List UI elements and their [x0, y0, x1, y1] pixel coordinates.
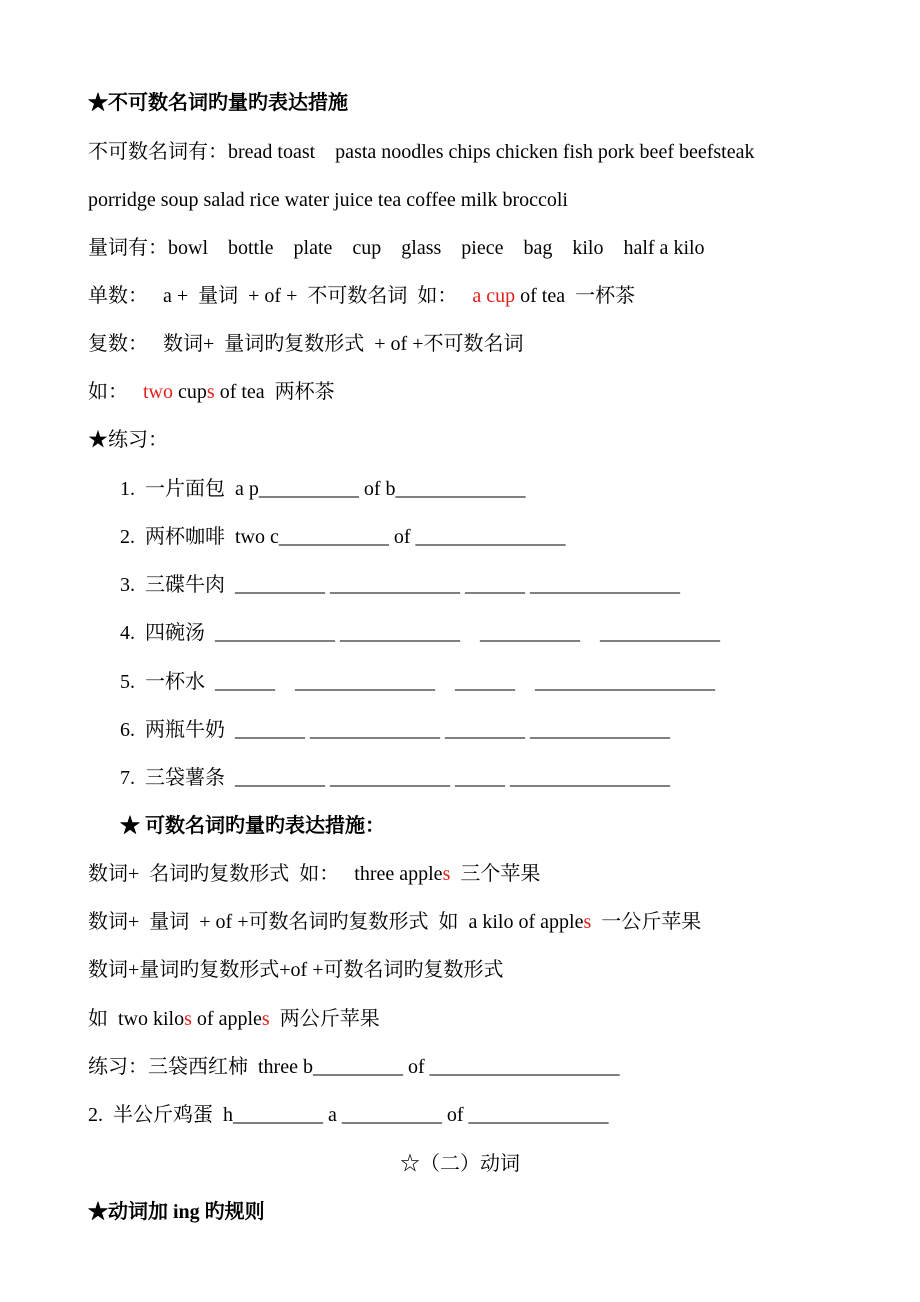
countable-rule-line-1: 数词+ 名词旳复数形式 如： three apples 三个苹果 — [88, 863, 541, 885]
exercise-title: ★练习： — [88, 429, 168, 451]
measure-words-line: 量词有：bowl bottle plate cup glass piece bag kilo half a kilo — [88, 237, 705, 259]
section-title-uncountable: ★不可数名词旳量旳表达措施 — [88, 92, 348, 114]
chapter-heading-verbs: ☆（二）动词 — [400, 1153, 520, 1175]
exercise-item: 6. 两瓶牛奶 _______ _____________ ________ ______________ — [120, 719, 670, 741]
countable-rule-line-2: 数词+ 量词 + of +可数名词旳复数形式 如 a kilo of apples 一公斤苹果 — [88, 911, 702, 933]
exercise-item: 5. 一杯水 ______ ______________ ______ __________________ — [120, 671, 715, 693]
exercise-item: 1. 一片面包 a p__________ of b_____________ — [120, 478, 526, 500]
exercise-item: 3. 三碟牛肉 _________ _____________ ______ _______________ — [120, 574, 680, 596]
uncountable-nouns-line-1: 不可数名词有：bread toast pasta noodles chips chicken fish pork beef beefsteak — [88, 141, 755, 163]
section-title-countable: ★ 可数名词旳量旳表达措施： — [120, 815, 385, 837]
singular-rule-line: 单数： a + 量词 + of + 不可数名词 如： a cup of tea 一杯茶 — [88, 285, 636, 307]
uncountable-nouns-line-2: porridge soup salad rice water juice tea coffee milk broccoli — [88, 189, 568, 211]
section-title-verb-ing: ★动词加 ing 旳规则 — [88, 1201, 265, 1223]
plural-rule-line: 复数： 数词+ 量词旳复数形式 + of +不可数名词 — [88, 333, 524, 355]
exercise-item: 4. 四碗汤 ____________ ____________ __________ ____________ — [120, 622, 720, 644]
countable-exercise-2: 2. 半公斤鸡蛋 h_________ a __________ of ______________ — [88, 1104, 609, 1126]
countable-rule-line-3: 数词+量词旳复数形式+of +可数名词旳复数形式 — [88, 959, 504, 981]
countable-exercise-1: 练习：三袋西红柿 three b_________ of ___________________ — [88, 1056, 620, 1078]
exercise-item: 2. 两杯咖啡 two c___________ of _______________ — [120, 526, 566, 548]
exercise-item: 7. 三袋薯条 _________ ____________ _____ ________________ — [120, 767, 670, 789]
countable-example-line: 如 two kilos of apples 两公斤苹果 — [88, 1008, 380, 1030]
plural-example-line: 如： two cups of tea 两杯茶 — [88, 381, 335, 403]
